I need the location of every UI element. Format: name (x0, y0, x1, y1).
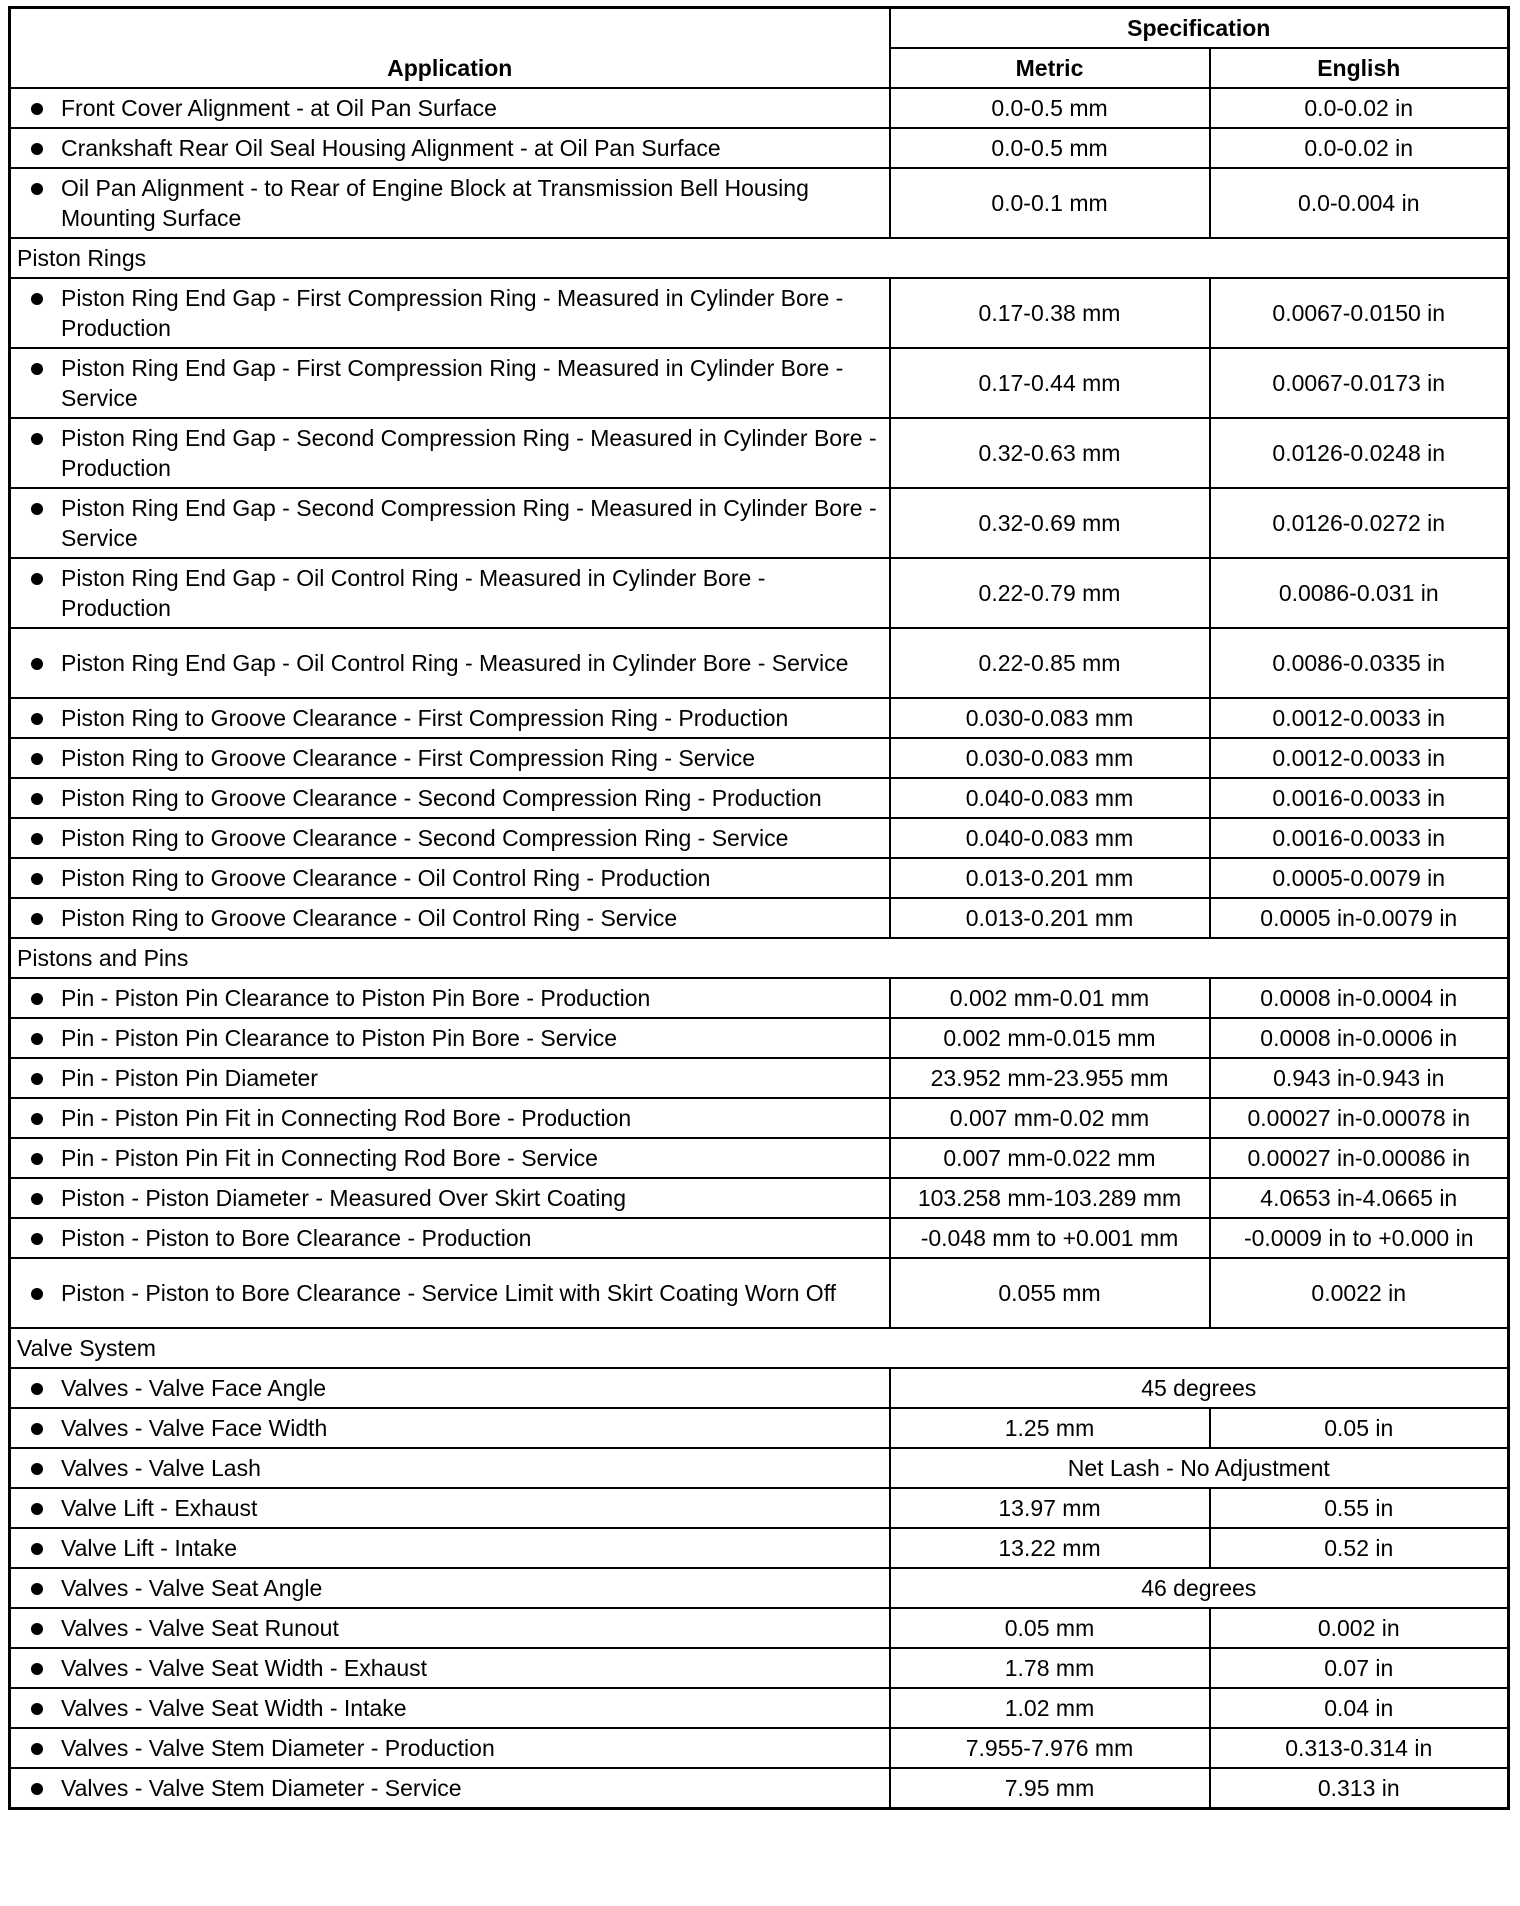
application-cell (10, 698, 890, 738)
application-cell (10, 278, 890, 348)
table-row (10, 1728, 1509, 1768)
english-value-cell: 0.0086-0.0335 in (1210, 628, 1509, 698)
application-text: Piston Ring to Groove Clearance - Oil Control Ring - Service (61, 905, 678, 931)
application-text: Piston - Piston Diameter - Measured Over Skirt Coating (61, 1185, 626, 1211)
application-cell (10, 1608, 890, 1648)
bullet-icon (31, 713, 43, 725)
table-row (10, 1178, 1509, 1218)
english-value-cell: 0.0-0.02 in (1210, 128, 1509, 168)
bullet-icon (31, 183, 43, 195)
bullet-icon (31, 1543, 43, 1555)
table-row (10, 128, 1509, 168)
application-text: Piston Ring End Gap - Second Compression Ring - Measured in Cylinder Bore - Service (61, 495, 877, 551)
metric-value-cell: 13.97 mm (890, 1488, 1210, 1528)
metric-value-cell: 0.17-0.44 mm (890, 348, 1210, 418)
english-value-cell: 0.55 in (1210, 1488, 1509, 1528)
table-row (10, 88, 1509, 128)
specification-table (8, 6, 1510, 1810)
application-text: Front Cover Alignment - at Oil Pan Surface (61, 95, 497, 121)
list-item (19, 703, 881, 733)
list-item (19, 863, 881, 893)
application-text: Piston Ring to Groove Clearance - First Compression Ring - Production (61, 705, 789, 731)
english-value-cell: 0.0126-0.0248 in (1210, 418, 1509, 488)
list-item (19, 283, 881, 343)
list-item (19, 1023, 881, 1053)
english-value-cell: 0.0067-0.0173 in (1210, 348, 1509, 418)
list-item (19, 1773, 881, 1803)
list-item (19, 903, 881, 933)
table-body (10, 88, 1509, 1809)
metric-value-cell: 0.05 mm (890, 1608, 1210, 1648)
metric-value-cell: 0.0-0.5 mm (890, 128, 1210, 168)
application-text: Pin - Piston Pin Clearance to Piston Pin Bore - Service (61, 1025, 618, 1051)
table-row (10, 698, 1509, 738)
table-row (10, 1258, 1509, 1328)
application-cell (10, 1408, 890, 1448)
section-row (10, 238, 1509, 278)
application-cell (10, 1018, 890, 1058)
application-cell (10, 1368, 890, 1408)
application-text: Valves - Valve Lash (61, 1455, 261, 1481)
list-item (19, 1493, 881, 1523)
application-text: Piston - Piston to Bore Clearance - Production (61, 1225, 532, 1251)
metric-value-cell: 1.78 mm (890, 1648, 1210, 1688)
table-row (10, 1098, 1509, 1138)
metric-value-cell: 103.258 mm-103.289 mm (890, 1178, 1210, 1218)
application-cell (10, 348, 890, 418)
table-row (10, 738, 1509, 778)
list-item (19, 1573, 881, 1603)
bullet-icon (31, 833, 43, 845)
bullet-icon (31, 1233, 43, 1245)
list-item (19, 353, 881, 413)
metric-value-cell: 0.22-0.85 mm (890, 628, 1210, 698)
application-cell (10, 1218, 890, 1258)
metric-value-cell: 13.22 mm (890, 1528, 1210, 1568)
application-text: Valves - Valve Face Width (61, 1415, 328, 1441)
bullet-icon (31, 1288, 43, 1300)
application-cell (10, 818, 890, 858)
application-text: Piston Ring to Groove Clearance - Second Compression Ring - Production (61, 785, 822, 811)
list-item (19, 133, 881, 163)
application-cell (10, 1448, 890, 1488)
metric-value-cell: 23.952 mm-23.955 mm (890, 1058, 1210, 1098)
bullet-icon (31, 293, 43, 305)
metric-value-cell: 7.95 mm (890, 1768, 1210, 1809)
bullet-icon (31, 1783, 43, 1795)
list-item (19, 1413, 881, 1443)
application-cell (10, 418, 890, 488)
list-item (19, 563, 881, 623)
bullet-icon (31, 1703, 43, 1715)
list-item (19, 1453, 881, 1483)
bullet-icon (31, 103, 43, 115)
list-item (19, 93, 881, 123)
bullet-icon (31, 993, 43, 1005)
application-text: Valves - Valve Seat Width - Exhaust (61, 1655, 428, 1681)
list-item (19, 743, 881, 773)
english-value-cell: 0.0012-0.0033 in (1210, 738, 1509, 778)
bullet-icon (31, 1073, 43, 1085)
english-value-cell: 0.0008 in-0.0006 in (1210, 1018, 1509, 1058)
list-item (19, 783, 881, 813)
table-row (10, 1488, 1509, 1528)
metric-value-cell: 0.030-0.083 mm (890, 738, 1210, 778)
application-text: Piston Ring to Groove Clearance - First Compression Ring - Service (61, 745, 756, 771)
application-text: Piston Ring End Gap - Second Compression Ring - Measured in Cylinder Bore - Production (61, 425, 877, 481)
application-cell (10, 1728, 890, 1768)
metric-value-cell: 0.040-0.083 mm (890, 818, 1210, 858)
application-text: Oil Pan Alignment - to Rear of Engine Block at Transmission Bell Housing Mounting Surface (61, 175, 809, 231)
table-row (10, 278, 1509, 348)
list-item (19, 423, 881, 483)
application-text: Valve Lift - Exhaust (61, 1495, 258, 1521)
header-row-top (10, 8, 1509, 49)
metric-value-cell: 7.955-7.976 mm (890, 1728, 1210, 1768)
table-row (10, 1568, 1509, 1608)
english-value-cell: 0.0-0.02 in (1210, 88, 1509, 128)
table-header (10, 8, 1509, 89)
application-cell (10, 628, 890, 698)
section-row (10, 938, 1509, 978)
application-cell (10, 1098, 890, 1138)
bullet-icon (31, 1663, 43, 1675)
metric-value-cell: 0.030-0.083 mm (890, 698, 1210, 738)
list-item (19, 1223, 881, 1253)
metric-value-cell: 0.040-0.083 mm (890, 778, 1210, 818)
column-header-english: English (1210, 48, 1509, 88)
english-value-cell: 0.0005-0.0079 in (1210, 858, 1509, 898)
application-cell (10, 978, 890, 1018)
english-value-cell: 0.04 in (1210, 1688, 1509, 1728)
list-item (19, 983, 881, 1013)
bullet-icon (31, 1113, 43, 1125)
metric-value-cell: 0.32-0.63 mm (890, 418, 1210, 488)
combined-value-cell: 46 degrees (890, 1568, 1509, 1608)
table-row (10, 558, 1509, 628)
english-value-cell: 0.0067-0.0150 in (1210, 278, 1509, 348)
english-value-cell: 0.00027 in-0.00078 in (1210, 1098, 1509, 1138)
bullet-icon (31, 363, 43, 375)
application-cell (10, 1528, 890, 1568)
application-cell (10, 1488, 890, 1528)
column-header-specification: Specification (890, 8, 1509, 49)
table-row (10, 628, 1509, 698)
metric-value-cell: 0.002 mm-0.01 mm (890, 978, 1210, 1018)
english-value-cell: 0.0008 in-0.0004 in (1210, 978, 1509, 1018)
list-item (19, 1533, 881, 1563)
bullet-icon (31, 433, 43, 445)
table-row (10, 418, 1509, 488)
metric-value-cell: 0.32-0.69 mm (890, 488, 1210, 558)
list-item (19, 648, 881, 678)
application-text: Valves - Valve Face Angle (61, 1375, 327, 1401)
list-item (19, 1693, 881, 1723)
english-value-cell: 0.0005 in-0.0079 in (1210, 898, 1509, 938)
application-cell (10, 168, 890, 238)
application-text: Piston Ring End Gap - Oil Control Ring - Measured in Cylinder Bore - Production (61, 565, 766, 621)
application-text: Pin - Piston Pin Fit in Connecting Rod Bore - Production (61, 1105, 632, 1131)
english-value-cell: 0.05 in (1210, 1408, 1509, 1448)
list-item (19, 1063, 881, 1093)
metric-value-cell: 0.007 mm-0.022 mm (890, 1138, 1210, 1178)
application-text: Piston - Piston to Bore Clearance - Service Limit with Skirt Coating Worn Off (61, 1280, 837, 1306)
application-text: Piston Ring End Gap - First Compression Ring - Measured in Cylinder Bore - Production (61, 285, 844, 341)
table-row (10, 1408, 1509, 1448)
application-cell (10, 1648, 890, 1688)
application-text: Valves - Valve Stem Diameter - Production (61, 1735, 495, 1761)
application-cell (10, 1138, 890, 1178)
list-item (19, 1653, 881, 1683)
application-cell (10, 1768, 890, 1809)
bullet-icon (31, 143, 43, 155)
application-cell (10, 88, 890, 128)
english-value-cell: 0.07 in (1210, 1648, 1509, 1688)
bullet-icon (31, 1383, 43, 1395)
list-item (19, 1103, 881, 1133)
table-row (10, 1018, 1509, 1058)
application-text: Valves - Valve Seat Angle (61, 1575, 323, 1601)
application-cell (10, 1258, 890, 1328)
section-label: Piston Rings (10, 238, 1509, 278)
english-value-cell: 0.00027 in-0.00086 in (1210, 1138, 1509, 1178)
application-text: Valve Lift - Intake (61, 1535, 237, 1561)
application-text: Piston Ring to Groove Clearance - Second Compression Ring - Service (61, 825, 789, 851)
table-row (10, 1688, 1509, 1728)
section-label: Valve System (10, 1328, 1509, 1368)
table-row (10, 1218, 1509, 1258)
english-value-cell: 0.0-0.004 in (1210, 168, 1509, 238)
english-value-cell: 0.0016-0.0033 in (1210, 778, 1509, 818)
english-value-cell: 0.0086-0.031 in (1210, 558, 1509, 628)
application-text: Valves - Valve Seat Width - Intake (61, 1695, 407, 1721)
list-item (19, 1278, 881, 1308)
english-value-cell: 0.0126-0.0272 in (1210, 488, 1509, 558)
table-row (10, 1528, 1509, 1568)
application-text: Pin - Piston Pin Diameter (61, 1065, 318, 1091)
application-cell (10, 558, 890, 628)
application-cell (10, 488, 890, 558)
table-row (10, 1648, 1509, 1688)
table-row (10, 1448, 1509, 1488)
application-cell (10, 858, 890, 898)
list-item (19, 173, 881, 233)
metric-value-cell: 0.055 mm (890, 1258, 1210, 1328)
bullet-icon (31, 1623, 43, 1635)
table-row (10, 1138, 1509, 1178)
list-item (19, 823, 881, 853)
bullet-icon (31, 658, 43, 670)
application-text: Piston Ring End Gap - First Compression Ring - Measured in Cylinder Bore - Service (61, 355, 844, 411)
table-row (10, 858, 1509, 898)
english-value-cell: 0.313 in (1210, 1768, 1509, 1809)
application-cell (10, 1058, 890, 1098)
application-cell (10, 1688, 890, 1728)
metric-value-cell: 0.013-0.201 mm (890, 858, 1210, 898)
list-item (19, 493, 881, 553)
bullet-icon (31, 573, 43, 585)
table-row (10, 1058, 1509, 1098)
english-value-cell: 0.52 in (1210, 1528, 1509, 1568)
column-header-metric: Metric (890, 48, 1210, 88)
table-row (10, 978, 1509, 1018)
application-cell (10, 128, 890, 168)
english-value-cell: 0.0022 in (1210, 1258, 1509, 1328)
section-row (10, 1328, 1509, 1368)
metric-value-cell: 0.002 mm-0.015 mm (890, 1018, 1210, 1058)
bullet-icon (31, 503, 43, 515)
metric-value-cell: 0.013-0.201 mm (890, 898, 1210, 938)
metric-value-cell: 0.007 mm-0.02 mm (890, 1098, 1210, 1138)
bullet-icon (31, 1503, 43, 1515)
english-value-cell: 0.0016-0.0033 in (1210, 818, 1509, 858)
column-header-application: Application (10, 8, 890, 89)
application-cell (10, 738, 890, 778)
metric-value-cell: 1.02 mm (890, 1688, 1210, 1728)
application-cell (10, 778, 890, 818)
application-text: Valves - Valve Stem Diameter - Service (61, 1775, 462, 1801)
application-text: Valves - Valve Seat Runout (61, 1615, 339, 1641)
bullet-icon (31, 1153, 43, 1165)
metric-value-cell: 1.25 mm (890, 1408, 1210, 1448)
bullet-icon (31, 913, 43, 925)
table-row (10, 168, 1509, 238)
bullet-icon (31, 873, 43, 885)
english-value-cell: 0.943 in-0.943 in (1210, 1058, 1509, 1098)
table-row (10, 818, 1509, 858)
metric-value-cell: 0.0-0.1 mm (890, 168, 1210, 238)
list-item (19, 1733, 881, 1763)
metric-value-cell: 0.17-0.38 mm (890, 278, 1210, 348)
application-cell (10, 898, 890, 938)
bullet-icon (31, 1423, 43, 1435)
bullet-icon (31, 1583, 43, 1595)
table-row (10, 1768, 1509, 1809)
table-row (10, 778, 1509, 818)
application-text: Pin - Piston Pin Clearance to Piston Pin Bore - Production (61, 985, 651, 1011)
combined-value-cell: 45 degrees (890, 1368, 1509, 1408)
english-value-cell: -0.0009 in to +0.000 in (1210, 1218, 1509, 1258)
metric-value-cell: 0.22-0.79 mm (890, 558, 1210, 628)
list-item (19, 1183, 881, 1213)
bullet-icon (31, 1463, 43, 1475)
bullet-icon (31, 1743, 43, 1755)
table-row (10, 488, 1509, 558)
application-cell (10, 1178, 890, 1218)
list-item (19, 1143, 881, 1173)
combined-value-cell: Net Lash - No Adjustment (890, 1448, 1509, 1488)
application-text: Piston Ring End Gap - Oil Control Ring - Measured in Cylinder Bore - Service (61, 650, 849, 676)
table-row (10, 1368, 1509, 1408)
metric-value-cell: 0.0-0.5 mm (890, 88, 1210, 128)
english-value-cell: 0.002 in (1210, 1608, 1509, 1648)
english-value-cell: 0.313-0.314 in (1210, 1728, 1509, 1768)
bullet-icon (31, 753, 43, 765)
application-text: Crankshaft Rear Oil Seal Housing Alignment - at Oil Pan Surface (61, 135, 721, 161)
metric-value-cell: -0.048 mm to +0.001 mm (890, 1218, 1210, 1258)
list-item (19, 1373, 881, 1403)
table-row (10, 348, 1509, 418)
english-value-cell: 0.0012-0.0033 in (1210, 698, 1509, 738)
application-text: Piston Ring to Groove Clearance - Oil Control Ring - Production (61, 865, 711, 891)
list-item (19, 1613, 881, 1643)
bullet-icon (31, 1193, 43, 1205)
bullet-icon (31, 1033, 43, 1045)
table-row (10, 1608, 1509, 1648)
section-label: Pistons and Pins (10, 938, 1509, 978)
application-text: Pin - Piston Pin Fit in Connecting Rod Bore - Service (61, 1145, 598, 1171)
table-row (10, 898, 1509, 938)
application-cell (10, 1568, 890, 1608)
bullet-icon (31, 793, 43, 805)
english-value-cell: 4.0653 in-4.0665 in (1210, 1178, 1509, 1218)
